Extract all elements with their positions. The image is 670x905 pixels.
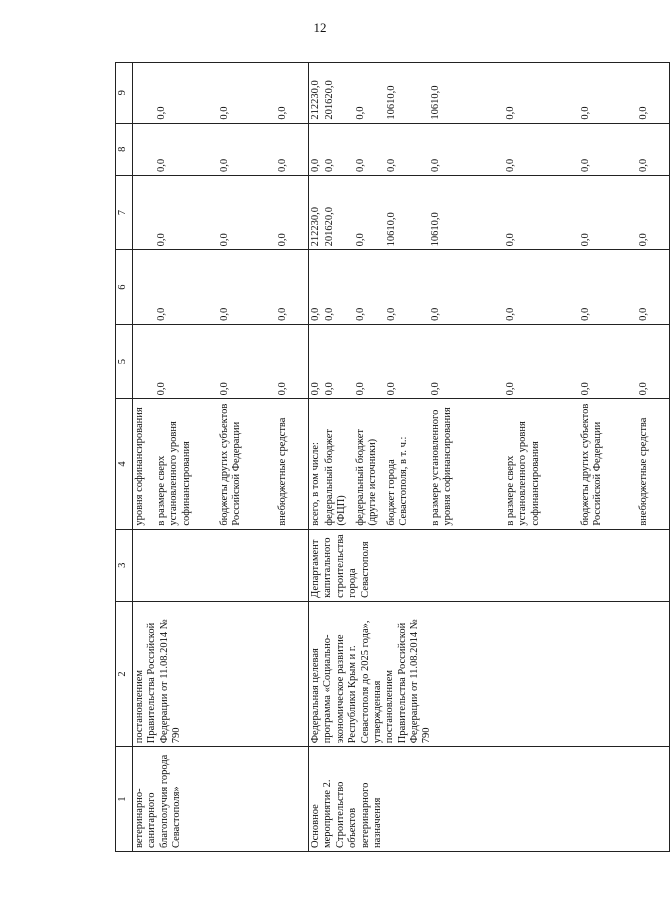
budget-table (115, 62, 670, 852)
source-name: федеральный бюджет (другие источники) (355, 429, 379, 526)
header-cell-8: 8 (116, 123, 133, 175)
value: 0,0 (638, 382, 649, 396)
value: 0,0 (219, 382, 230, 396)
value: 0,0 (219, 158, 230, 172)
header-cell-1: 1 (116, 747, 133, 852)
header-cell-5: 5 (116, 324, 133, 398)
value: 0,0 (386, 307, 397, 321)
value: 10610,0 (430, 212, 441, 247)
source-name: бюджеты других субъектов Российской Федерации (580, 403, 604, 526)
value: 0,0 (277, 382, 288, 396)
value: 0,0 (156, 158, 167, 172)
source-name: внебюджетные средства (638, 417, 649, 526)
value: 0,0 (580, 382, 591, 396)
value: 0,0 (386, 382, 397, 396)
value: 0,0 (638, 307, 649, 321)
value: 0,0 (638, 158, 649, 172)
value-cell-5 (133, 324, 309, 398)
value: 0,0 (310, 158, 321, 172)
value-cell-6 (309, 250, 670, 324)
value: 0,0 (505, 307, 516, 321)
value: 0,0 (505, 106, 516, 120)
value: 212230,0 (310, 207, 321, 247)
value: 0,0 (355, 307, 366, 321)
value: 0,0 (156, 382, 167, 396)
value: 0,0 (156, 307, 167, 321)
value: 0,0 (386, 158, 397, 172)
value: 0,0 (430, 382, 441, 396)
executor-cell (133, 529, 309, 601)
rotated-table-wrapper (115, 62, 649, 852)
value (134, 253, 156, 320)
value: 0,0 (580, 106, 591, 120)
value: 10610,0 (386, 85, 397, 120)
value-cell-8 (133, 123, 309, 175)
value: 0,0 (324, 307, 335, 321)
header-cell-2: 2 (116, 601, 133, 746)
header-cell-6: 6 (116, 250, 133, 324)
value: 0,0 (156, 233, 167, 247)
value: 10610,0 (430, 85, 441, 120)
header-cell-7: 7 (116, 175, 133, 249)
source-cell (309, 399, 670, 529)
executor-cell: Департамент капитального строительства города Севастополя (309, 529, 670, 601)
value: 0,0 (505, 382, 516, 396)
program-basis-cell: Федеральная целевая программа «Социально-экономическое развитие Республики Крым и г. Севастополя до 2025 года», утвержденная постановлением Правительства Российской Федерации от 11.08.2014 № 790 (309, 601, 670, 746)
value: 0,0 (505, 233, 516, 247)
activity-name-cell: Основное мероприятие 2. Строительство объектов ветеринарного назначения (309, 747, 670, 852)
value: 0,0 (156, 106, 167, 120)
source-name: внебюджетные средства (277, 417, 288, 526)
value: 0,0 (277, 106, 288, 120)
value-cell-7 (309, 175, 670, 249)
value (134, 328, 156, 395)
value: 201620,0 (324, 80, 335, 120)
value: 0,0 (580, 233, 591, 247)
value: 0,0 (430, 158, 441, 172)
source-name: бюджет города Севастополя, в т. ч.: (386, 436, 410, 526)
header-cell-9: 9 (116, 63, 133, 124)
value: 0,0 (355, 106, 366, 120)
source-name: бюджеты других субъектов Российской Федерации (219, 403, 243, 526)
value: 0,0 (355, 233, 366, 247)
value-cell-7 (133, 175, 309, 249)
value: 0,0 (219, 233, 230, 247)
value-cell-8 (309, 123, 670, 175)
page-number: 12 (313, 20, 327, 35)
value: 10610,0 (386, 212, 397, 247)
value: 0,0 (580, 307, 591, 321)
source-name: в размере установленного уровня софинансирования (430, 407, 454, 526)
value: 0,0 (324, 382, 335, 396)
value-cell-6 (133, 250, 309, 324)
value (134, 127, 156, 172)
value: 0,0 (324, 158, 335, 172)
value-cell-9 (133, 63, 309, 124)
value (134, 66, 156, 120)
header-cell-4: 4 (116, 399, 133, 529)
program-basis-cell: постановлением Правительства Российской Федерации от 11.08.2014 № 790 (133, 601, 309, 746)
value: 0,0 (355, 158, 366, 172)
table-row (133, 63, 309, 852)
value: 0,0 (219, 307, 230, 321)
header-cell-3: 3 (116, 529, 133, 601)
value-cell-5 (309, 324, 670, 398)
source-name: федеральный бюджет (ФЦП) (324, 429, 348, 526)
value: 0,0 (310, 382, 321, 396)
source-name: уровня софинансирования (134, 407, 145, 526)
value: 0,0 (277, 233, 288, 247)
source-cell (133, 399, 309, 529)
source-name: всего, в том числе: (310, 442, 321, 526)
value: 0,0 (310, 307, 321, 321)
value: 0,0 (638, 233, 649, 247)
value: 0,0 (505, 158, 516, 172)
source-name: в размере сверх установленного уровня софинансирования (156, 421, 192, 526)
value: 212230,0 (310, 80, 321, 120)
value: 201620,0 (324, 207, 335, 247)
source-name: в размере сверх установленного уровня софинансирования (505, 421, 541, 526)
value: 0,0 (638, 106, 649, 120)
value: 0,0 (430, 307, 441, 321)
value: 0,0 (277, 307, 288, 321)
activity-name-cell: ветеринарно-санитарного благополучия города Севастополя» (133, 747, 309, 852)
value-cell-9 (309, 63, 670, 124)
value: 0,0 (277, 158, 288, 172)
value (134, 179, 156, 246)
table-row (309, 63, 670, 852)
value: 0,0 (580, 158, 591, 172)
value: 0,0 (355, 382, 366, 396)
header-row (116, 63, 133, 852)
value: 0,0 (219, 106, 230, 120)
